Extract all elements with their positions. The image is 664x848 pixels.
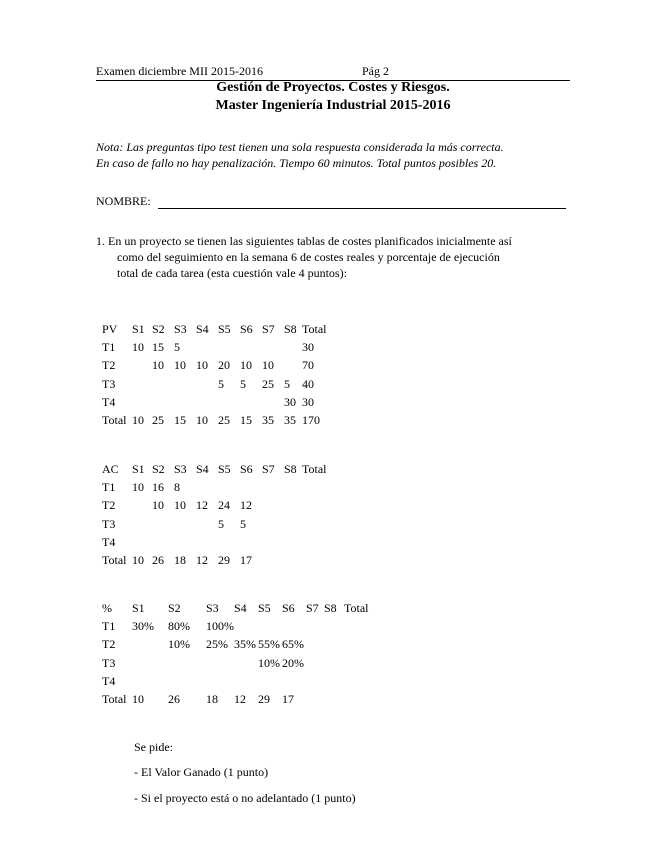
table-cell: 12 — [234, 692, 246, 706]
table-cell: 10 — [240, 358, 252, 373]
table-header-cell: S7 — [262, 322, 275, 336]
table-cell: 10 — [132, 480, 144, 495]
table-cell: T4 — [102, 394, 116, 409]
table-header-cell: S2 — [152, 322, 165, 336]
table-cell: 17 — [240, 553, 252, 567]
table-cell: 18 — [174, 553, 186, 567]
table-cell: 5 — [240, 376, 246, 391]
table-cell: 12 — [240, 498, 252, 513]
table-header-cell: S2 — [168, 601, 181, 615]
name-label: NOMBRE: — [96, 194, 151, 208]
table-cell: 29 — [218, 553, 230, 567]
table-cell: T3 — [102, 376, 116, 391]
table-cell: 20 — [218, 358, 230, 373]
table-header-cell: Total — [344, 601, 369, 615]
table-header-cell: S3 — [174, 322, 187, 336]
table-cell: 10 — [132, 340, 144, 355]
table-cell: 25% — [206, 637, 228, 652]
table-cell: 35 — [284, 413, 296, 427]
table-cell: T4 — [102, 534, 116, 549]
table-cell: 65% — [282, 637, 304, 652]
table-cell: 10% — [168, 637, 190, 652]
table-header-cell: S5 — [218, 322, 231, 336]
table-header-cell: S5 — [218, 462, 231, 476]
table-header-cell: S3 — [174, 462, 187, 476]
table-cell: 10 — [196, 413, 208, 427]
table-header-cell: S2 — [152, 462, 165, 476]
table-header-cell: S4 — [196, 462, 209, 476]
table-cell: Total — [102, 413, 127, 427]
table-cell: 5 — [240, 516, 246, 531]
table-header-cell: S7 — [306, 601, 319, 615]
table-header-cell: Total — [302, 462, 327, 476]
table-header-cell: Total — [302, 322, 327, 336]
table-cell: 170 — [302, 413, 320, 427]
question-line-2: como del seguimiento en la semana 6 de costes reales y porcentaje de ejecución — [117, 250, 500, 264]
table-cell: T1 — [102, 480, 116, 495]
table-header-cell: AC — [102, 462, 119, 476]
table-cell: 12 — [196, 498, 208, 513]
table-cell: Total — [102, 692, 127, 706]
table-cell: 17 — [282, 692, 294, 706]
table-cell: 40 — [302, 376, 314, 391]
table-cell: 10 — [174, 358, 186, 373]
table-cell: 10 — [152, 358, 164, 373]
table-cell: 55% — [258, 637, 280, 652]
table-cell: T1 — [102, 340, 116, 355]
table-cell: 30 — [302, 394, 314, 409]
table-cell: 10 — [196, 358, 208, 373]
table-header-cell: S1 — [132, 322, 145, 336]
question-line-3: total de cada tarea (esta cuestión vale 4 puntos): — [117, 266, 347, 280]
table-header-cell: S6 — [282, 601, 295, 615]
table-cell: 10 — [152, 498, 164, 513]
table-cell: 5 — [218, 376, 224, 391]
table-cell: 5 — [174, 340, 180, 355]
table-cell: T2 — [102, 498, 116, 513]
table-cell: 35% — [234, 637, 256, 652]
table-cell: 80% — [168, 619, 190, 634]
table-cell: 10 — [174, 498, 186, 513]
table-cell: 18 — [206, 692, 218, 706]
table-header-cell: S8 — [284, 322, 297, 336]
table-cell: 25 — [262, 376, 274, 391]
table-cell: 5 — [218, 516, 224, 531]
table-cell: Total — [102, 553, 127, 567]
table-header-cell: S8 — [324, 601, 337, 615]
table-cell: 10 — [132, 692, 144, 706]
ask-ahead-of-schedule: - Si el proyecto está o no adelantado (1 punto) — [134, 791, 356, 805]
table-cell: 16 — [152, 480, 164, 495]
table-header-cell: PV — [102, 322, 118, 336]
table-cell: 25 — [152, 413, 164, 427]
table-cell: T1 — [102, 619, 116, 634]
table-header-cell: S8 — [284, 462, 297, 476]
header-exam-name: Examen diciembre MII 2015-2016 — [96, 64, 263, 78]
header-page-number: Pág 2 — [362, 64, 389, 78]
table-cell: 35 — [262, 413, 274, 427]
table-cell: T3 — [102, 655, 116, 670]
table-cell: 29 — [258, 692, 270, 706]
table-header-cell: S6 — [240, 462, 253, 476]
question-line-1: 1. En un proyecto se tienen las siguientes tablas de costes planificados inicialmente así — [96, 234, 512, 248]
table-header-cell: % — [102, 601, 112, 615]
course-title: Gestión de Proyectos. Costes y Riesgos. — [216, 80, 450, 95]
table-cell: 30 — [284, 394, 296, 409]
asks-intro: Se pide: — [134, 740, 173, 754]
table-cell: 30% — [132, 619, 154, 634]
note-line-2: En caso de fallo no hay penalización. Tiempo 60 minutos. Total puntos posibles 20. — [96, 156, 497, 170]
table-header-cell: S1 — [132, 601, 145, 615]
table-header-cell: S1 — [132, 462, 145, 476]
table-cell: 10% — [258, 655, 280, 670]
table-header-cell: S4 — [234, 601, 247, 615]
note-line-1: Nota: Las preguntas tipo test tienen una sola respuesta considerada la más correcta. — [96, 140, 504, 154]
table-cell: 70 — [302, 358, 314, 373]
table-cell: 15 — [240, 413, 252, 427]
table-cell: 8 — [174, 480, 180, 495]
table-cell: T4 — [102, 673, 116, 688]
table-cell: 20% — [282, 655, 304, 670]
table-header-cell: S6 — [240, 322, 253, 336]
table-cell: 24 — [218, 498, 230, 513]
table-cell: T2 — [102, 637, 116, 652]
name-field-line[interactable] — [158, 208, 566, 209]
table-header-cell: S3 — [206, 601, 219, 615]
ask-earned-value: - El Valor Ganado (1 punto) — [134, 765, 269, 779]
table-cell: 15 — [152, 340, 164, 355]
table-cell: 30 — [302, 340, 314, 355]
table-cell: 26 — [152, 553, 164, 567]
table-cell: 26 — [168, 692, 180, 706]
table-cell: 15 — [174, 413, 186, 427]
table-cell: 25 — [218, 413, 230, 427]
table-header-cell: S5 — [258, 601, 271, 615]
table-cell: 10 — [262, 358, 274, 373]
table-cell: 12 — [196, 553, 208, 567]
table-cell: T3 — [102, 516, 116, 531]
table-header-cell: S7 — [262, 462, 275, 476]
table-cell: 10 — [132, 553, 144, 567]
table-cell: 10 — [132, 413, 144, 427]
table-cell: 100% — [206, 619, 234, 634]
table-cell: T2 — [102, 358, 116, 373]
program-title: Master Ingeniería Industrial 2015-2016 — [215, 98, 451, 113]
table-header-cell: S4 — [196, 322, 209, 336]
table-cell: 5 — [284, 376, 290, 391]
